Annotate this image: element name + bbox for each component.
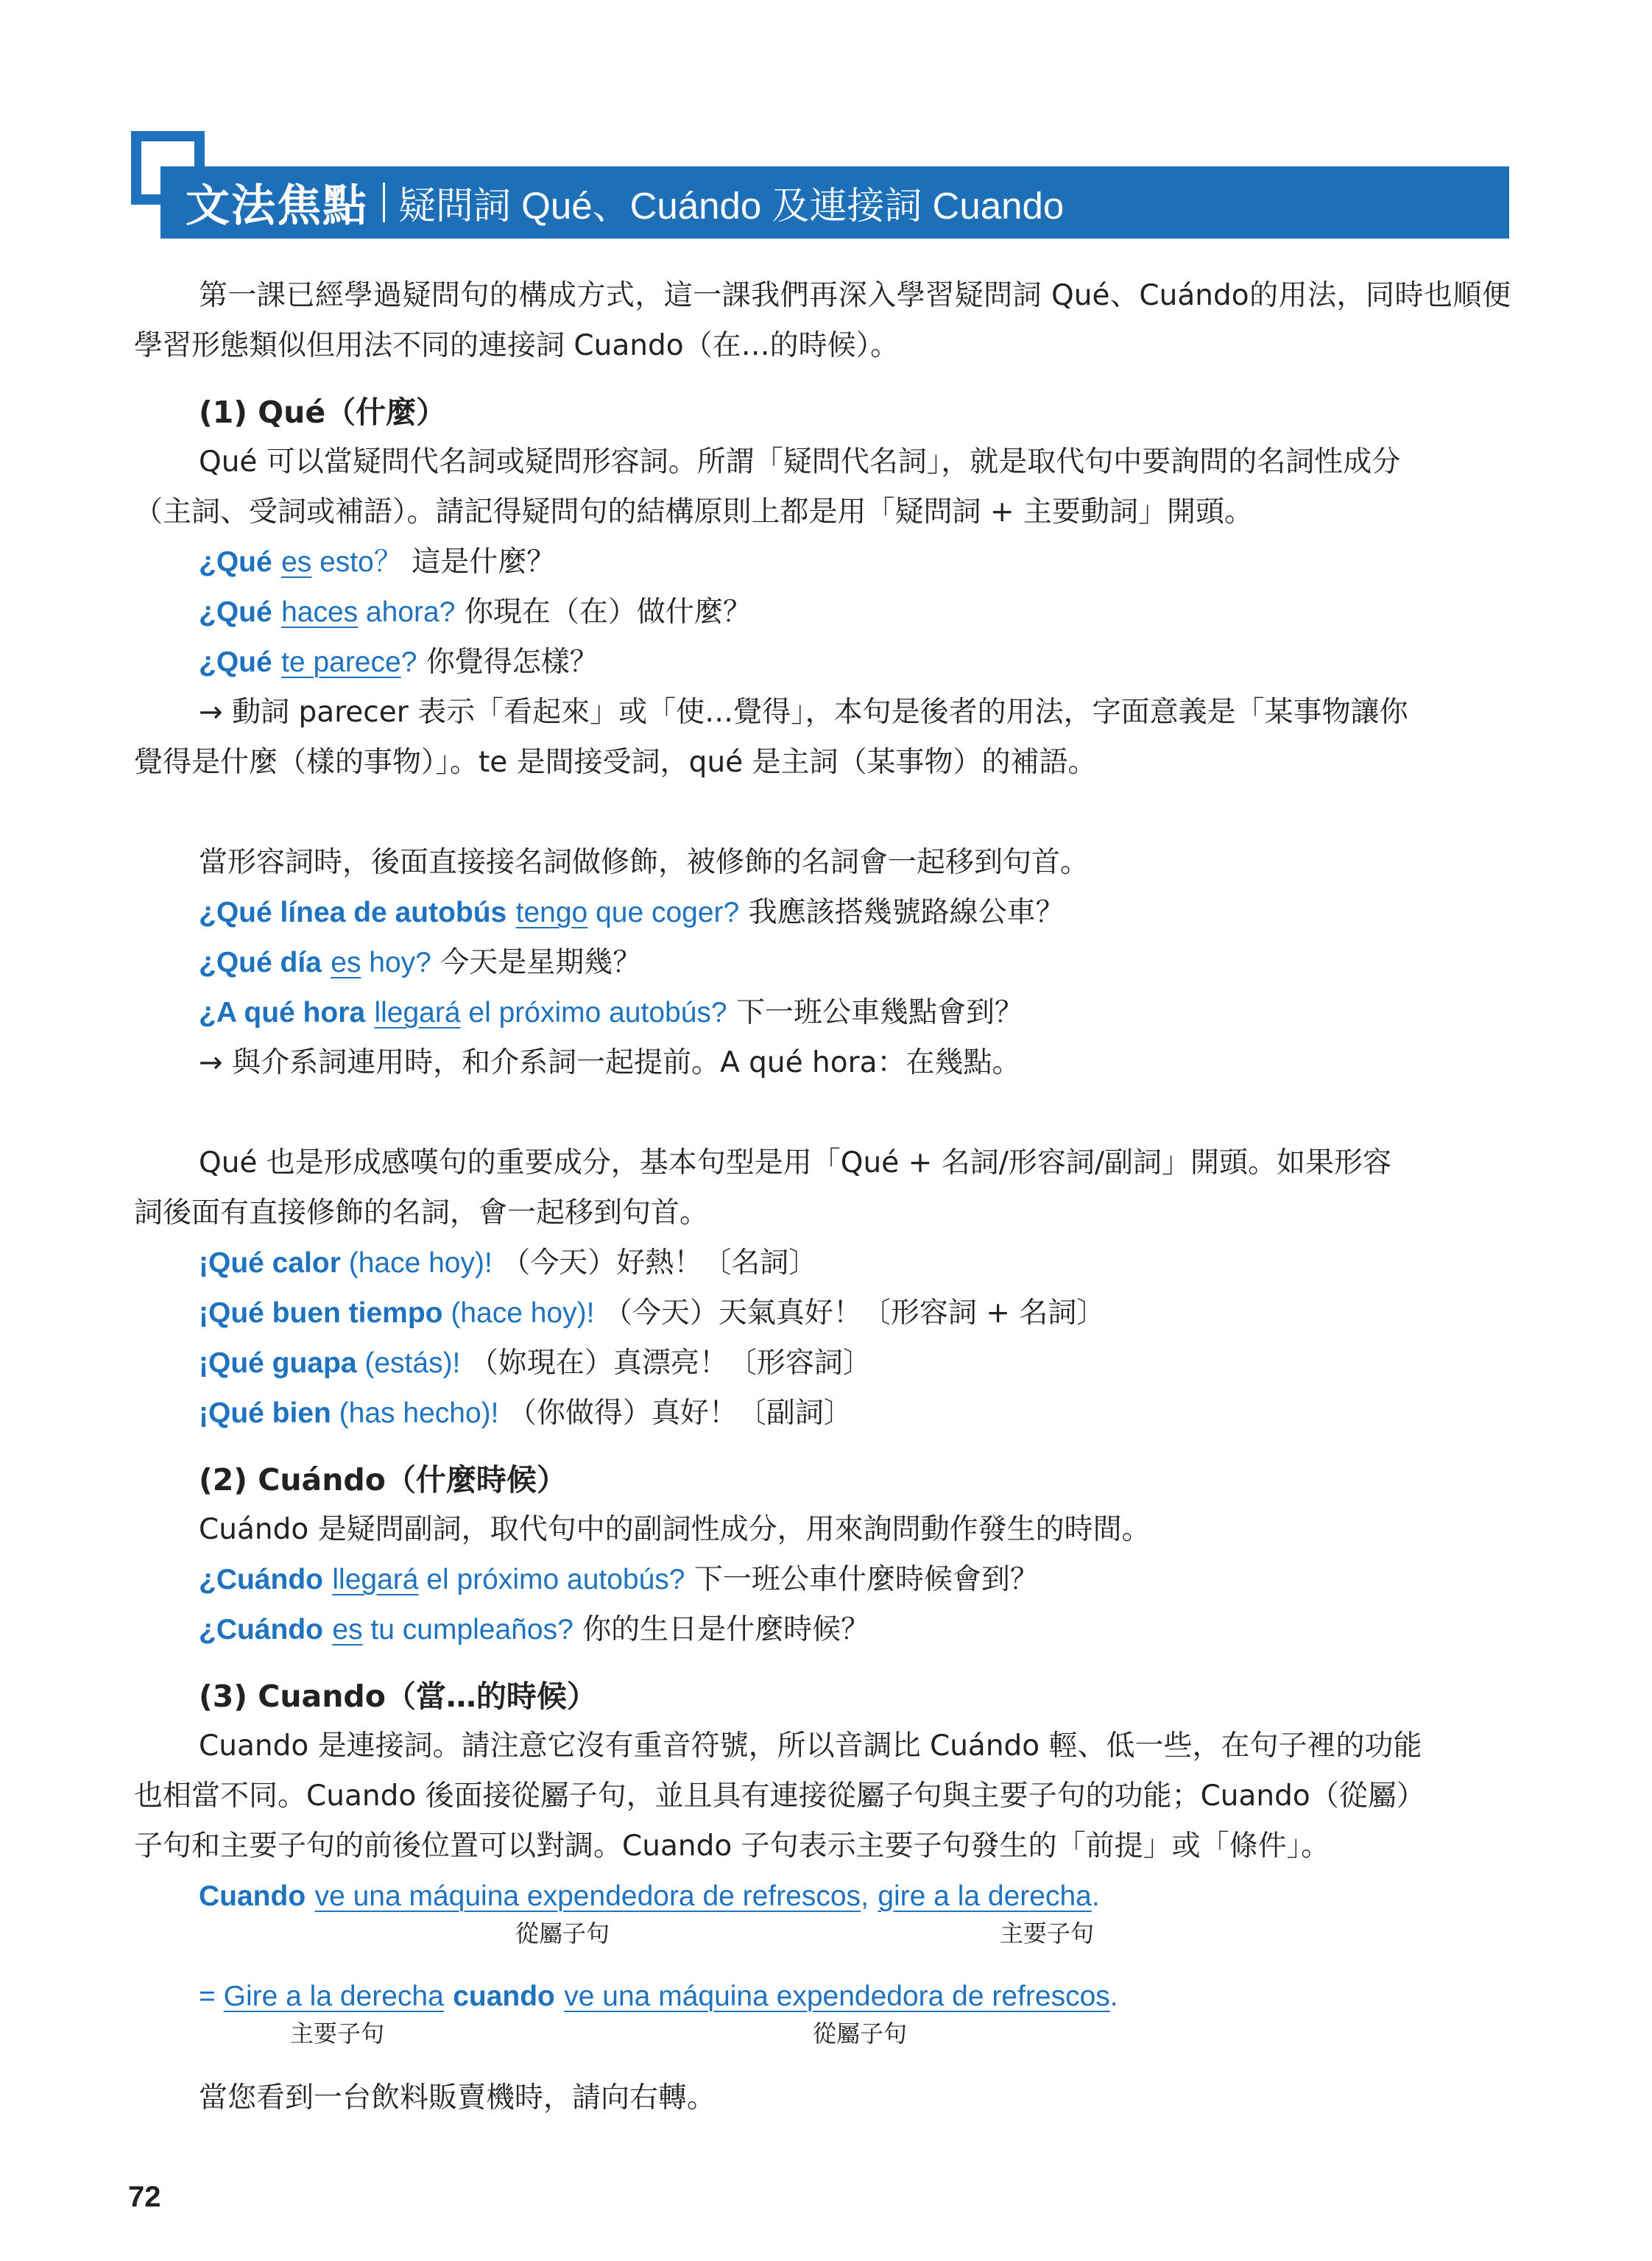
example-sentence: ¿Qué te parece? 你覺得怎樣？ [199,646,599,679]
example-sentence: Cuando ve una máquina expendedora de refrescos, gire a la derecha. [199,1880,1100,1912]
page-body [134,271,1511,2123]
example-sentence: = Gire a la derecha cuando ve una máquina expendedora de refrescos. [199,1980,1118,2012]
para-line: Cuándo 是疑問副詞，取代句中的副詞性成分，用來詢問動作發生的時間。 [199,1513,1151,1546]
example-sentence: ¿Qué día es hoy? 今天是星期幾？ [199,946,642,979]
para-line: 子句和主要子句的前後位置可以對調。Cuando 子句表示主要子句發生的「前提」或「條件」。 [134,1830,1330,1863]
note-line: 覺得是什麼（樣的事物）」。te 是間接受詞，qué 是主詞（某事物）的補語。 [134,746,1097,779]
clause-label: 從屬子句 [515,1919,610,1947]
section-header [160,166,1509,239]
clause-label: 主要子句 [290,2020,385,2047]
example-sentence: ¡Qué guapa (estás)! （妳現在）真漂亮！〔形容詞〕 [199,1347,872,1380]
example-sentence: ¡Qué bien (has hecho)! （你做得）真好！〔副詞〕 [199,1397,853,1430]
section-heading-que: (1) Qué（什麼） [199,395,447,430]
page-number: 72 [128,2181,161,2213]
para-line: 也相當不同。Cuando 後面接從屬子句，並且具有連接從屬子句與主要子句的功能；Cuando（從屬） [134,1779,1425,1813]
example-sentence: ¿A qué hora llegará el próximo autobús? 下一班公車幾點會到？ [199,996,1024,1029]
para-line: Qué 可以當疑問代名詞或疑問形容詞。所謂「疑問代名詞」，就是取代句中要詢問的名詞性成分 [199,445,1401,479]
header-subtitle: 疑問詞 Qué、Cuándo 及連接詞 Cuando [398,185,1065,227]
clause-label: 主要子句 [1000,1919,1095,1947]
para-line: Qué 也是形成感嘆句的重要成分，基本句型是用「Qué + 名詞/形容詞/副詞」開頭。如果形容 [199,1146,1391,1179]
clause-label: 從屬子句 [813,2020,908,2047]
para-line: （主詞、受詞或補語）。請記得疑問句的結構原則上都是用「疑問詞 + 主要動詞」開頭。 [134,495,1253,529]
example-sentence: ¡Qué calor (hace hoy)! （今天）好熱！〔名詞〕 [199,1246,818,1280]
section-heading-cuando-question: (2) Cuándo（什麼時候） [199,1462,567,1498]
example-sentence: ¿Cuándo llegará el próximo autobús? 下一班公車什麼時候會到？ [199,1563,1039,1596]
clause-labels [134,1919,1511,1963]
intro-paragraph: 第一課已經學過疑問句的構成方式，這一課我們再深入學習疑問詞 Qué、Cuándo的用法，同時也順便學習形態類似但用法不同的連接詞 Cuando（在…的時候）。 [134,279,1511,362]
clause-labels [134,2022,1511,2063]
example-sentence: ¿Qué línea de autobús tengo que coger? 我應該搭幾號路線公車？ [199,896,1065,929]
para-line: Cuando 是連接詞。請注意它沒有重音符號，所以音調比 Cuándo 輕、低一些，在句子裡的功能 [199,1729,1422,1763]
example-sentence: ¿Qué haces ahora? 你現在（在）做什麼？ [199,596,752,629]
para-line: 詞後面有直接修飾的名詞，會一起移到句首。 [134,1196,709,1230]
header-title: 文法焦點 [186,180,368,232]
note-line: → 與介系詞連用時，和介系詞一起提前。A qué hora：在幾點。 [199,1046,1021,1079]
example-sentence: ¿Cuándo es tu cumpleaños? 你的生日是什麼時候？ [199,1613,870,1646]
example-sentence: ¡Qué buen tiempo (hace hoy)! （今天）天氣真好！〔形容詞 + 名詞〕 [199,1297,1106,1330]
example-sentence: ¿Qué es esto？ 這是什麼？ [199,546,556,579]
translation-line: 當您看到一台飲料販賣機時，請向右轉。 [199,2081,716,2114]
header-divider [383,183,385,222]
note-line: → 動詞 parecer 表示「看起來」或「使…覺得」，本句是後者的用法，字面意義是「某事物讓你 [199,696,1408,729]
section-heading-cuando-conjunction: (3) Cuando（當…的時候） [199,1679,597,1714]
para-line: 當形容詞時，後面直接接名詞做修飾，被修飾的名詞會一起移到句首。 [199,846,1090,879]
